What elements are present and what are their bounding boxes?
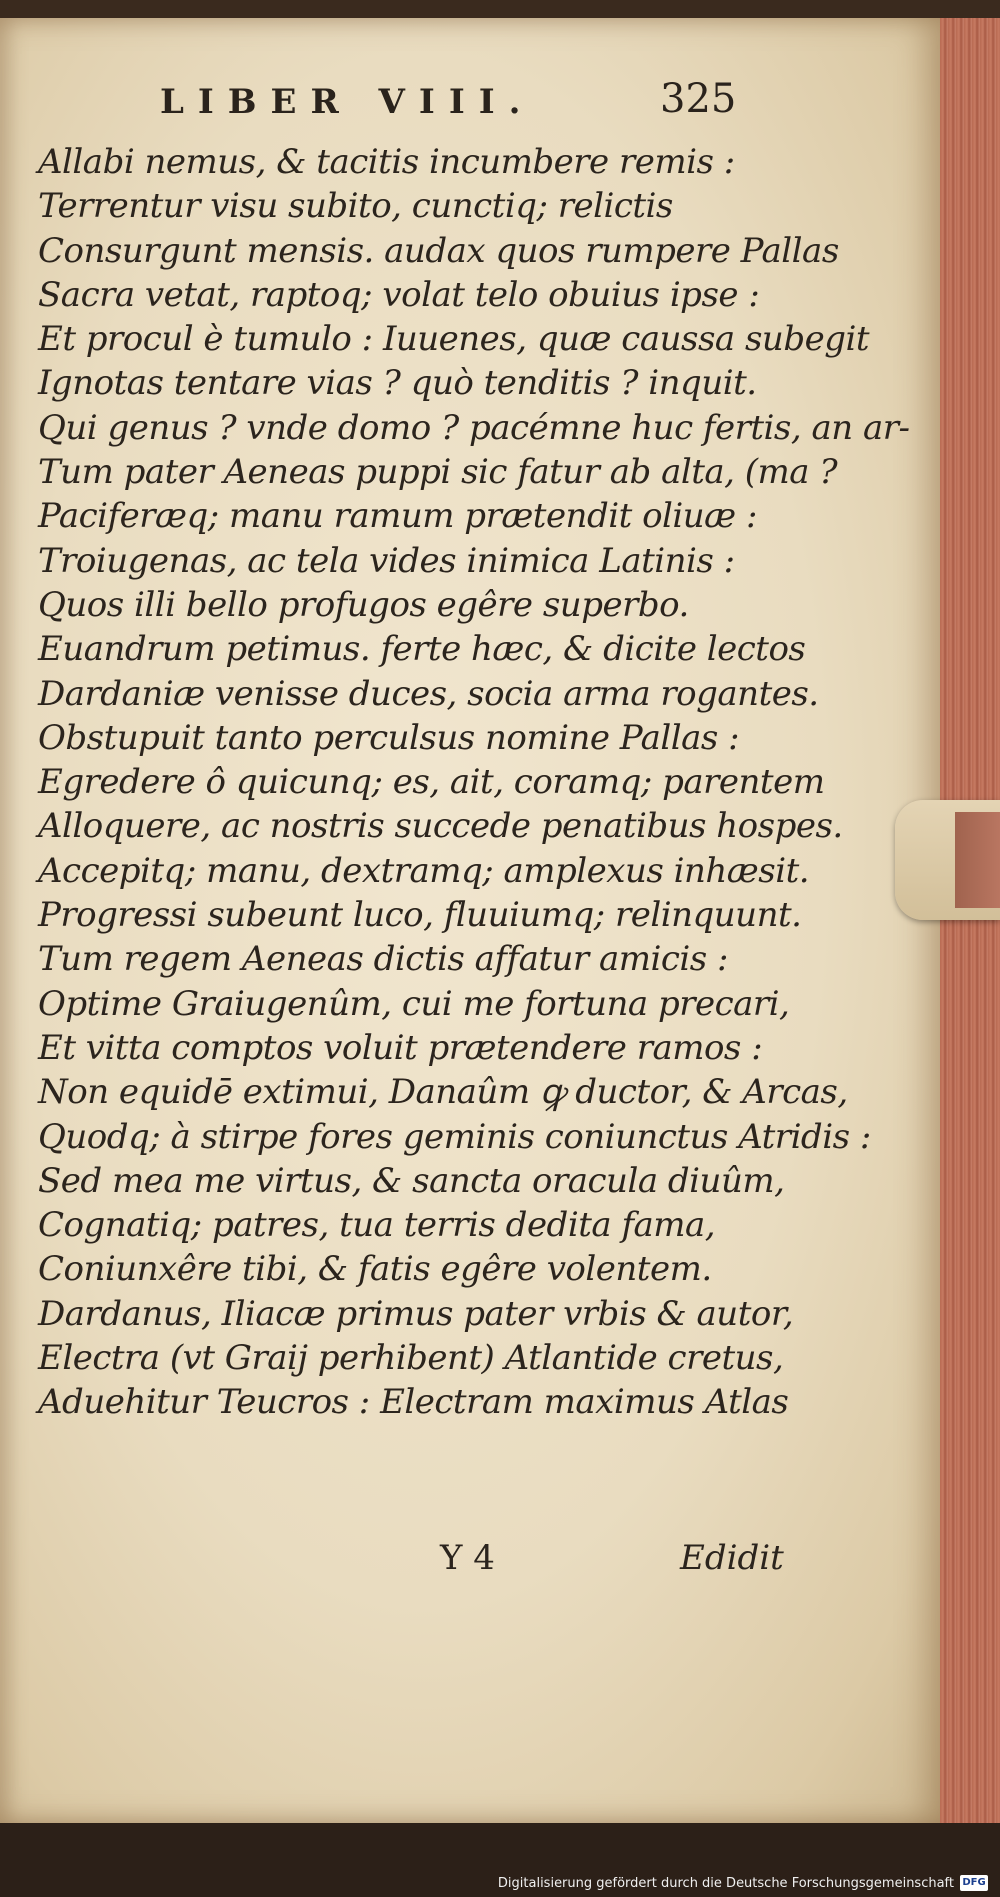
verse-line: Progressi subeunt luco, fluuiumq; relinquunt. [38,895,802,936]
verse-line: Electra (vt Graij perhibent) Atlantide cretus, [38,1338,784,1379]
verse-line: Aduehitur Teucros : Electram maximus Atlas [38,1382,789,1423]
verse-text [38,140,910,1425]
verse-line: Euandrum petimus. ferte hæc, & dicite lectos [38,629,806,670]
verse-line: Allabi nemus, & tacitis incumbere remis : [38,142,735,182]
running-head-title: LIBER VIII. [160,82,535,122]
verse-line: Paciferæq; manu ramum prætendit oliuæ : [38,496,757,537]
verse-line: Quodq; à stirpe fores geminis coniunctus Atridis : [38,1116,871,1157]
page-footer [0,1538,940,1588]
credit-text: Digitalisierung gefördert durch die Deutsche Forschungsgemeinschaft [497,1875,954,1891]
verse-line: Tum regem Aeneas dictis affatur amicis : [38,939,728,980]
catchword: Edidit [680,1538,784,1578]
digitization-credit [498,1875,988,1891]
verse-line: Consurgunt mensis. audax quos rumpere Pallas [38,230,839,271]
book-page [0,18,940,1823]
verse-line: Et procul è tumulo : Iuuenes, quæ caussa subegit [38,319,870,360]
page-number: 325 [660,76,737,122]
book-clasp [895,800,1000,920]
verse-line: Non equidē extimui, Danaûm ꝙ ductor, & Arcas, [38,1072,848,1113]
verse-line: Tum pater Aeneas puppi sic fatur ab alta, (ma ? [38,452,838,493]
dfg-logo-icon: DFG [960,1875,988,1891]
verse-line: Et vitta comptos voluit prætendere ramos : [38,1027,763,1068]
verse-line: Accepitq; manu, dextramq; amplexus inhæsit. [38,850,810,891]
verse-line: Dardanus, Iliacæ primus pater vrbis & autor, [38,1293,794,1334]
verse-line: Ignotas tentare vias ? quò tenditis ? inquit. [38,363,757,404]
verse-line: Obstupuit tanto perculsus nomine Pallas : [38,717,740,758]
verse-line: Qui genus ? vnde domo ? pacémne huc fertis, an ar- [38,407,910,448]
verse-line: Coniunxêre tibi, & fatis egêre volentem. [38,1249,712,1290]
verse-line: Egredere ô quicunq; es, ait, coramq; parentem [38,762,825,803]
verse-line: Dardaniæ venisse duces, socia arma rogantes. [38,673,819,714]
verse-line: Optime Graiugenûm, cui me fortuna precari, [38,983,790,1024]
page-edge [940,18,1000,1823]
verse-line: Terrentur visu subito, cunctiq; relictis [38,186,673,227]
verse-line: Troiugenas, ac tela vides inimica Latinis : [38,540,735,581]
verse-line: Cognatiq; patres, tua terris dedita fama, [38,1205,716,1246]
signature-mark: Y 4 [440,1538,495,1578]
verse-line: Sacra vetat, raptoq; volat telo obuius ipse : [38,274,760,315]
verse-line: Sed mea me virtus, & sancta oracula diuûm, [38,1160,785,1201]
verse-line: Alloquere, ac nostris succede penatibus hospes. [38,806,843,847]
verse-line: Quos illi bello profugos egêre superbo. [38,584,689,625]
running-head [0,76,940,136]
